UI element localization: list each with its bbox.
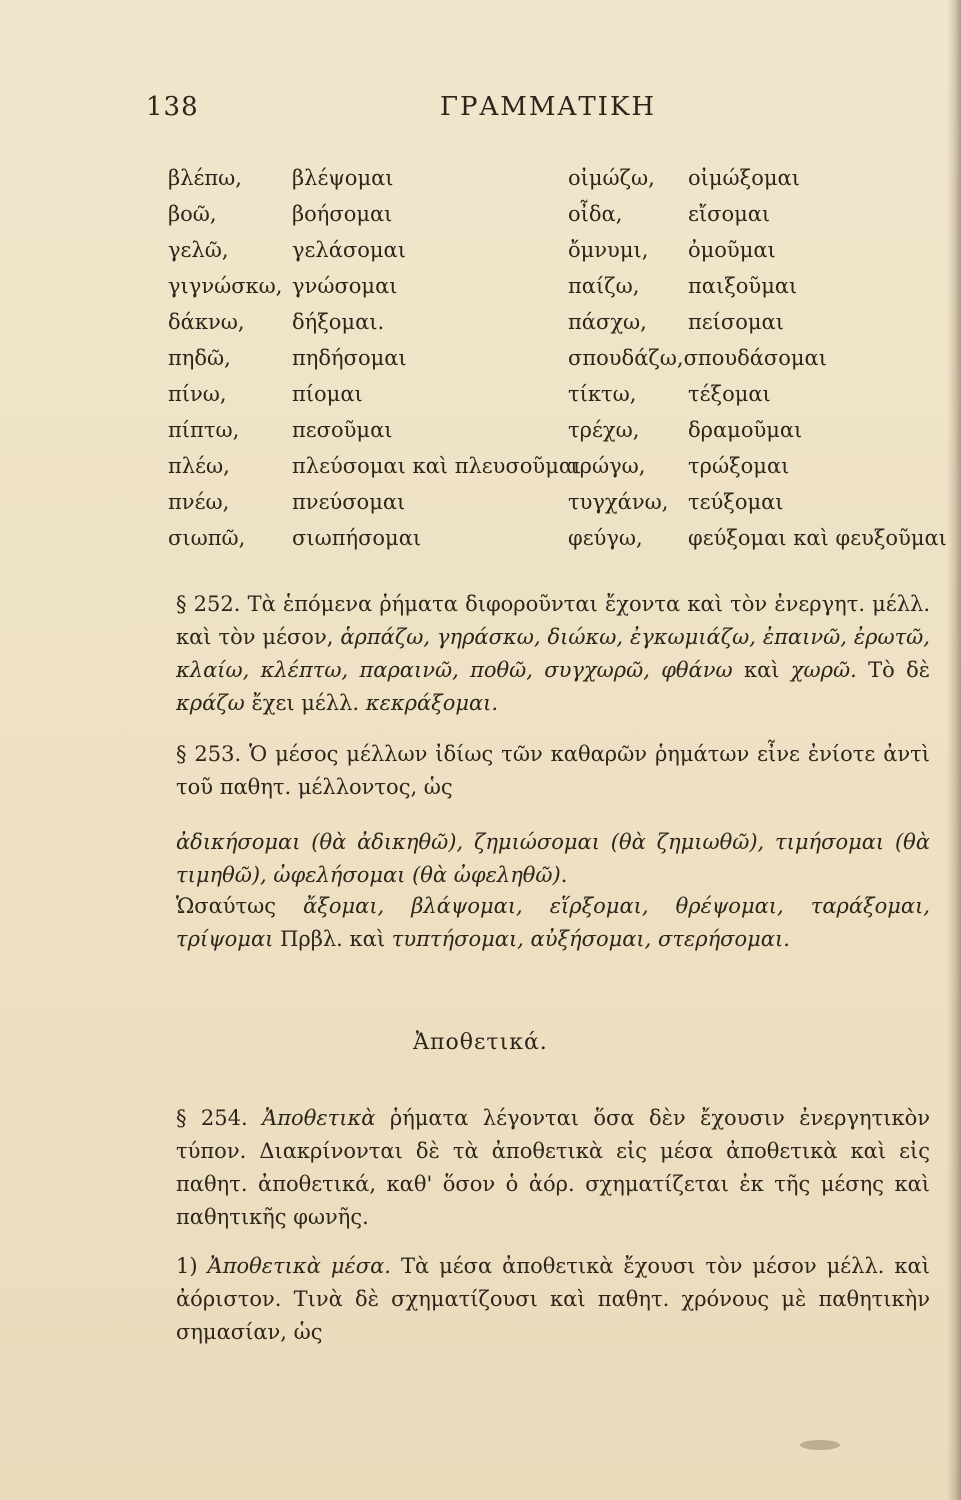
section-253	[140, 738, 930, 804]
active-form: πνέω,	[168, 490, 230, 514]
verb-row	[168, 160, 548, 196]
section-253-lead: § 253. Ὁ μέσος μέλλων ἰδίως τῶν καθαρῶν ῥημάτων εἶνε ἐνίοτε ἀντὶ τοῦ παθητ. μέλλοντος, ὡς	[176, 742, 930, 799]
verb-row	[168, 232, 548, 268]
verb-row	[168, 412, 548, 448]
active-form: σιωπῶ,	[168, 526, 246, 550]
more-lead: Ὡσαύτως	[176, 894, 277, 918]
future-form: τεύξομαι	[688, 490, 784, 514]
active-form: τίκτω,	[568, 382, 637, 406]
section-253-examples: ἀδικήσομαι (θὰ ἀδικηθῶ), ζημιώσομαι (θὰ ζημιωθῶ), τιμήσομαι (θὰ τιμηθῶ), ὠφελήσομαι (θὰ ὠφεληθῶ).	[176, 830, 930, 887]
section-253-examples-block	[140, 826, 930, 892]
more-examples: ἄξομαι, βλάψομαι, εἵρξομαι, θρέψομαι, ταράξομαι, τρίψομαι	[176, 894, 930, 951]
compare-lead: Πρβλ. καὶ	[280, 927, 386, 951]
ink-smudge	[800, 1440, 840, 1450]
verb-list-right-column	[568, 160, 948, 556]
compare-examples: τυπτήσομαι, αὐξήσομαι, στερήσομαι.	[391, 927, 790, 951]
verb-row	[168, 268, 548, 304]
verb-row	[568, 304, 948, 340]
future-form: τέξομαι	[688, 382, 771, 406]
future-form: γνώσομαι	[292, 274, 398, 298]
verb-row	[568, 520, 948, 556]
active-form: πίπτω,	[168, 418, 240, 442]
active-form: γιγνώσκω,	[168, 274, 283, 298]
future-form: δήξομαι.	[292, 310, 385, 334]
section-253-more	[140, 890, 930, 956]
future-form: γελάσομαι	[292, 238, 406, 262]
verb-row	[168, 484, 548, 520]
future-form: σιωπήσομαι	[292, 526, 422, 550]
future-form: οἰμώξομαι	[688, 166, 800, 190]
verb-row	[168, 376, 548, 412]
section-254	[140, 1102, 930, 1234]
active-form: παίζω,	[568, 274, 640, 298]
active-form: οἶδα,	[568, 202, 623, 226]
active-form: πηδῶ,	[168, 346, 231, 370]
active-form: ὄμνυμι,	[568, 238, 649, 262]
future-form: ὀμοῦμαι	[688, 238, 776, 262]
verb-list-left-column	[168, 160, 582, 556]
section-number: § 254.	[176, 1106, 248, 1130]
future-form: παιξοῦμαι	[688, 274, 798, 298]
verb-row	[168, 520, 548, 556]
future-form: πείσομαι	[688, 310, 784, 334]
verb-row	[568, 484, 948, 520]
active-form: τρέχω,	[568, 418, 640, 442]
note-verb: κράζω	[176, 691, 245, 715]
active-form: φεύγω,	[568, 526, 643, 550]
paragraph	[140, 588, 930, 720]
active-form: βλέπω,	[168, 166, 242, 190]
active-form: γελῶ,	[168, 238, 229, 262]
point-text: Τὰ μέσα ἀποθετικὰ ἔχουσι τὸν μέσον μέλλ. καὶ ἀόριστον. Τινὰ δὲ σχηματίζουσι καὶ παθητ. χρόνους μὲ παθητικὴν σημασίαν, ὡς	[176, 1254, 930, 1344]
point-number: 1)	[176, 1254, 198, 1278]
section-252	[140, 588, 930, 720]
deponents-heading: Ἀποθετικά.	[413, 1030, 548, 1055]
active-form: σπουδάζω,	[568, 346, 684, 370]
future-form: φεύξομαι καὶ φευξοῦμαι	[688, 526, 947, 550]
note-future: κεκράξομαι.	[365, 691, 499, 715]
page-edge-shadow	[947, 0, 961, 1500]
active-form: τυγχάνω,	[568, 490, 669, 514]
future-form: δραμοῦμαι	[688, 418, 803, 442]
page-number: 138	[146, 92, 199, 122]
section-254-text: ῥήματα λέγονται ὅσα δὲν ἔχουσιν ἐνεργητικὸν τύπον. Διακρίνονται δὲ τὰ ἀποθετικὰ εἰς μέσα ἀποθετικὰ καὶ εἰς παθητ. ἀποθετικά, καθ' ὅσον ὁ ἀόρ. σχηματίζεται ἐκ τῆς μέσης καὶ παθητικῆς φωνῆς.	[176, 1106, 930, 1229]
future-form: πνεύσομαι	[292, 490, 406, 514]
verb-row	[568, 376, 948, 412]
note-lead: Τὸ δὲ	[868, 658, 930, 682]
verb-row	[168, 304, 548, 340]
paragraph	[140, 890, 930, 956]
future-form: πίομαι	[292, 382, 363, 406]
future-form: βλέψομαι	[292, 166, 394, 190]
section-252-last-example: χωρῶ.	[790, 658, 857, 682]
active-form: βοῶ,	[168, 202, 217, 226]
verb-row	[568, 412, 948, 448]
future-form: εἴσομαι	[688, 202, 771, 226]
future-form: πεσοῦμαι	[292, 418, 393, 442]
future-form: βοήσομαι	[292, 202, 393, 226]
verb-row	[568, 448, 948, 484]
running-head: ΓΡΑΜΜΑΤΙΚΗ	[440, 92, 657, 122]
section-254-point-1	[140, 1250, 930, 1349]
active-form: πλέω,	[168, 454, 230, 478]
conjunction: καὶ	[743, 658, 780, 682]
future-form: πηδήσομαι	[292, 346, 407, 370]
section-252-examples: ἁρπάζω, γηράσκω, διώκω, ἐγκωμιάζω, ἐπαινῶ, ἐρωτῶ, κλαίω, κλέπτω, παραινῶ, ποθῶ, συγχωρῶ, φθάνω	[176, 625, 930, 682]
verb-row	[568, 196, 948, 232]
active-form: οἰμώζω,	[568, 166, 655, 190]
section-252-lead: § 252. Τὰ ἑπόμενα ῥήματα διφοροῦνται ἔχοντα καὶ τὸν ἐνεργητ. μέλλ. καὶ τὸν μέσον,	[176, 592, 930, 649]
point-term: Ἀποθετικὰ μέσα.	[207, 1254, 391, 1278]
paragraph	[140, 1250, 930, 1349]
verb-row	[568, 340, 948, 376]
future-form: τρώξομαι	[688, 454, 790, 478]
active-form: δάκνω,	[168, 310, 245, 334]
note-mid: ἔχει μέλλ.	[251, 691, 360, 715]
active-form: τρώγω,	[568, 454, 646, 478]
future-form: πλεύσομαι καὶ πλευσοῦμαι	[292, 454, 582, 478]
verb-row	[168, 448, 582, 484]
verb-row	[168, 340, 548, 376]
verb-row	[168, 196, 548, 232]
paragraph	[140, 1102, 930, 1234]
verb-row	[568, 232, 948, 268]
active-form: πάσχω,	[568, 310, 647, 334]
future-form: σπουδάσομαι	[683, 346, 827, 370]
active-form: πίνω,	[168, 382, 227, 406]
verb-row	[568, 160, 948, 196]
verb-row	[568, 268, 948, 304]
section-term: Ἀποθετικὰ	[262, 1106, 376, 1130]
